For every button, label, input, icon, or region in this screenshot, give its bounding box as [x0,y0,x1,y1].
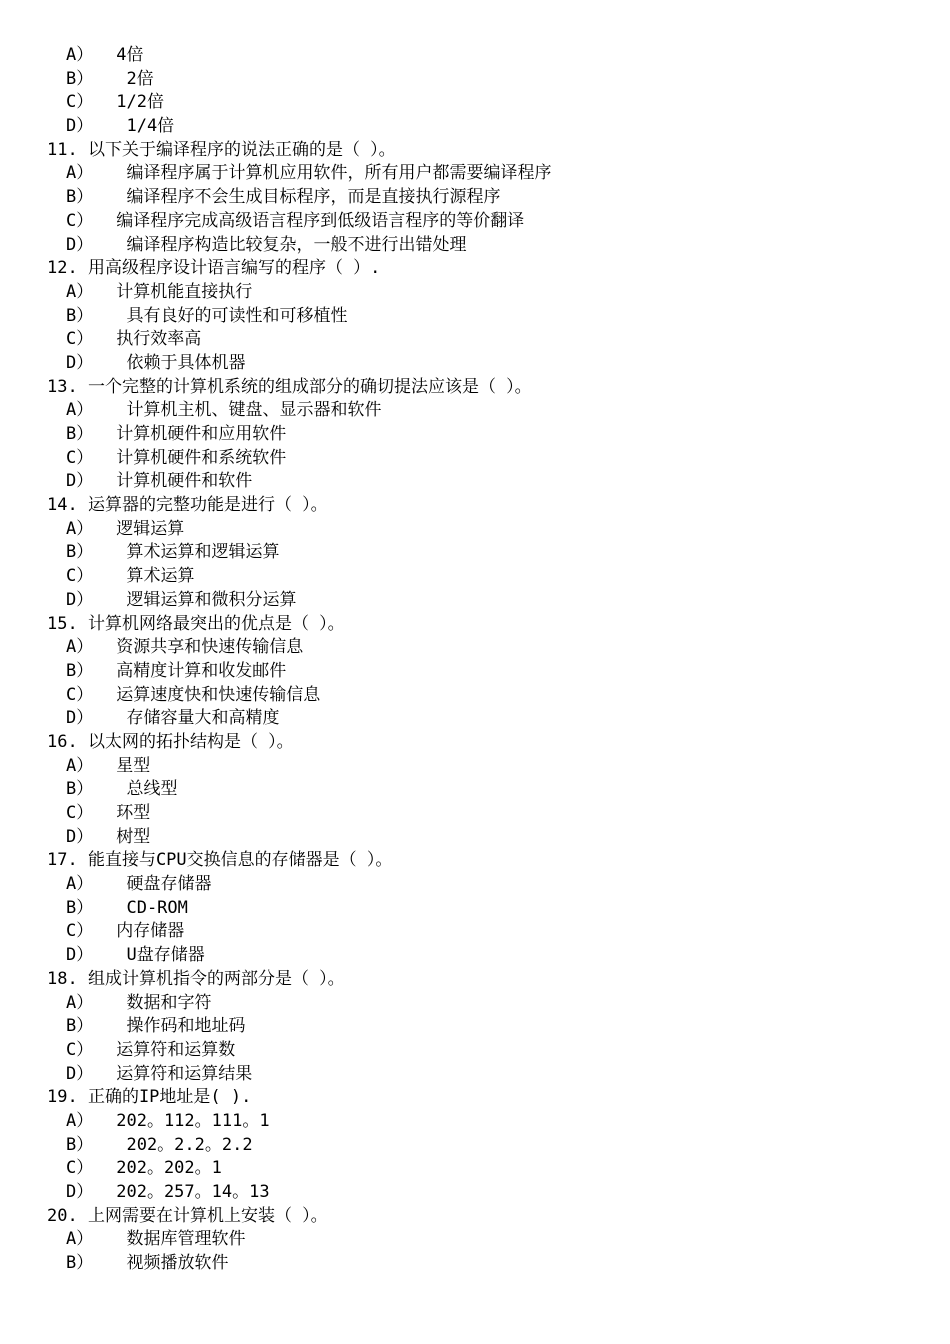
question-stem: 20. 上网需要在计算机上安装（ ）。 [47,1205,328,1226]
question-item [0,613,950,731]
option-letter: A） [66,1229,94,1250]
option-text: 4倍 [106,45,144,65]
option-letter: A） [66,637,94,658]
option-letter: D） [66,352,94,373]
question-item [0,849,950,967]
option-row [0,920,950,944]
question-stem: 13. 一个完整的计算机系统的组成部分的确切提法应该是（ ）。 [47,376,532,397]
question-item [0,494,950,612]
option-text: 运算符和运算结果 [106,1063,253,1084]
option-letter: C） [66,92,94,113]
option-text: 星型 [106,755,151,776]
option-text: 编译程序不会生成目标程序，而是直接执行源程序 [106,187,501,208]
option-row [0,802,950,826]
option-letter: A） [66,755,94,776]
option-text: 编译程序完成高级语言程序到低级语言程序的等价翻译 [106,210,525,231]
option-row [0,210,950,234]
option-letter: A） [66,163,94,184]
option-row [0,399,950,423]
question-item [0,1086,950,1204]
question-list [0,139,950,1276]
option-row [0,1157,950,1181]
option-text: 高精度计算和收发邮件 [106,660,287,681]
option-text: 视频播放软件 [106,1253,229,1274]
question-item [0,139,950,257]
question-item [0,731,950,849]
option-letter: B） [66,779,94,800]
option-letter: C） [66,1158,94,1179]
option-text: 数据和字符 [106,992,212,1013]
option-letter: D） [66,826,94,847]
option-letter: B） [66,68,94,89]
option-text: 202。2.2。2.2 [106,1134,253,1155]
option-row [0,234,950,258]
option-text: 计算机能直接执行 [106,281,253,302]
option-text: 计算机硬件和应用软件 [106,424,287,444]
option-row [0,873,950,897]
option-text: 操作码和地址码 [106,1016,246,1037]
question-item [0,968,950,1086]
option-text: 202。257。14。13 [106,1182,270,1202]
option-text: 运算速度快和快速传输信息 [106,684,321,705]
option-text: CD-ROM [106,897,188,918]
option-row [0,44,950,68]
question-stem: 19. 正确的IP地址是( ). [47,1087,252,1108]
option-letter: A） [66,1110,94,1131]
option-row [0,589,950,613]
option-row [0,826,950,850]
option-letter: A） [66,518,94,539]
option-row [0,1228,950,1252]
option-letter: B） [66,897,94,918]
question-stem: 18. 组成计算机指令的两部分是（ ）。 [47,968,345,989]
option-text: 1/4倍 [106,116,175,137]
option-letter: D） [66,1063,94,1084]
option-letter: B） [66,1134,94,1155]
option-letter: B） [66,1016,94,1037]
option-letter: B） [66,1253,94,1274]
option-letter: A） [66,281,94,302]
continued-options [0,44,950,139]
option-row [0,1181,950,1205]
option-text: 环型 [106,803,151,823]
option-text: 资源共享和快速传输信息 [106,637,304,658]
option-text: 运算符和运算数 [106,1039,236,1060]
option-row [0,423,950,447]
question-item [0,257,950,375]
option-row [0,1039,950,1063]
option-text: U盘存储器 [106,945,205,966]
option-text: 算术运算和逻辑运算 [106,542,280,563]
option-letter: C） [66,1039,94,1060]
option-letter: D） [66,708,94,729]
option-row [0,91,950,115]
option-row [0,115,950,139]
option-row [0,944,950,968]
option-row [0,68,950,92]
option-letter: D） [66,471,94,492]
option-row [0,1063,950,1087]
option-row [0,897,950,921]
option-letter: B） [66,187,94,208]
option-row [0,518,950,542]
option-text: 执行效率高 [106,329,202,350]
option-text: 数据库管理软件 [106,1229,246,1250]
question-item [0,1205,950,1276]
option-row [0,186,950,210]
option-row [0,707,950,731]
option-row [0,305,950,329]
option-letter: C） [66,210,94,231]
option-text: 计算机硬件和系统软件 [106,447,287,468]
option-text: 编译程序属于计算机应用软件，所有用户都需要编译程序 [106,163,552,184]
option-letter: B） [66,305,94,326]
option-letter: A） [66,400,94,421]
option-row [0,447,950,471]
question-item [0,376,950,494]
option-row [0,352,950,376]
option-letter: B） [66,424,94,444]
option-letter: C） [66,684,94,705]
option-text: 具有良好的可读性和可移植性 [106,305,348,326]
option-text: 存储容量大和高精度 [106,708,280,729]
question-stem: 12. 用高级程序设计语言编写的程序（ ）. [47,258,381,279]
option-row [0,281,950,305]
option-row [0,1252,950,1276]
option-letter: B） [66,660,94,681]
option-row [0,162,950,186]
option-letter: D） [66,945,94,966]
option-letter: D） [66,116,94,137]
option-text: 树型 [106,826,151,847]
option-row [0,778,950,802]
option-text: 计算机硬件和软件 [106,471,253,492]
option-row [0,755,950,779]
option-text: 编译程序构造比较复杂，一般不进行出错处理 [106,234,467,255]
option-text: 202。202。1 [106,1158,222,1179]
option-text: 1/2倍 [106,92,164,113]
question-stem: 15. 计算机网络最突出的优点是（ ）。 [47,613,345,634]
option-text: 计算机主机、键盘、显示器和软件 [106,400,382,421]
option-text: 逻辑运算和微积分运算 [106,589,297,610]
option-row [0,565,950,589]
question-stem: 16. 以太网的拓扑结构是（ ）。 [47,731,294,752]
option-row [0,541,950,565]
option-letter: C） [66,566,94,587]
option-letter: D） [66,1182,94,1202]
option-row [0,1134,950,1158]
option-row [0,1110,950,1134]
option-text: 硬盘存储器 [106,874,212,895]
option-text: 算术运算 [106,566,195,587]
option-row [0,992,950,1016]
option-text: 总线型 [106,779,178,800]
option-row [0,660,950,684]
option-letter: C） [66,447,94,468]
option-letter: D） [66,234,94,255]
question-stem: 11. 以下关于编译程序的说法正确的是（ ）。 [47,139,396,160]
exam-page [0,44,950,1276]
option-letter: C） [66,803,94,823]
option-text: 2倍 [106,68,154,89]
option-letter: A） [66,874,94,895]
option-letter: A） [66,45,94,65]
option-text: 依赖于具体机器 [106,352,246,373]
option-row [0,470,950,494]
option-row [0,1015,950,1039]
option-letter: C） [66,329,94,350]
option-text: 内存储器 [106,921,185,942]
option-text: 202。112。111。1 [106,1110,270,1131]
option-letter: A） [66,992,94,1013]
question-stem: 17. 能直接与CPU交换信息的存储器是（ ）。 [47,850,393,871]
option-text: 逻辑运算 [106,518,185,539]
question-stem: 14. 运算器的完整功能是进行（ ）。 [47,495,328,516]
option-row [0,684,950,708]
option-letter: C） [66,921,94,942]
option-letter: B） [66,542,94,563]
option-letter: D） [66,589,94,610]
option-row [0,328,950,352]
option-row [0,636,950,660]
